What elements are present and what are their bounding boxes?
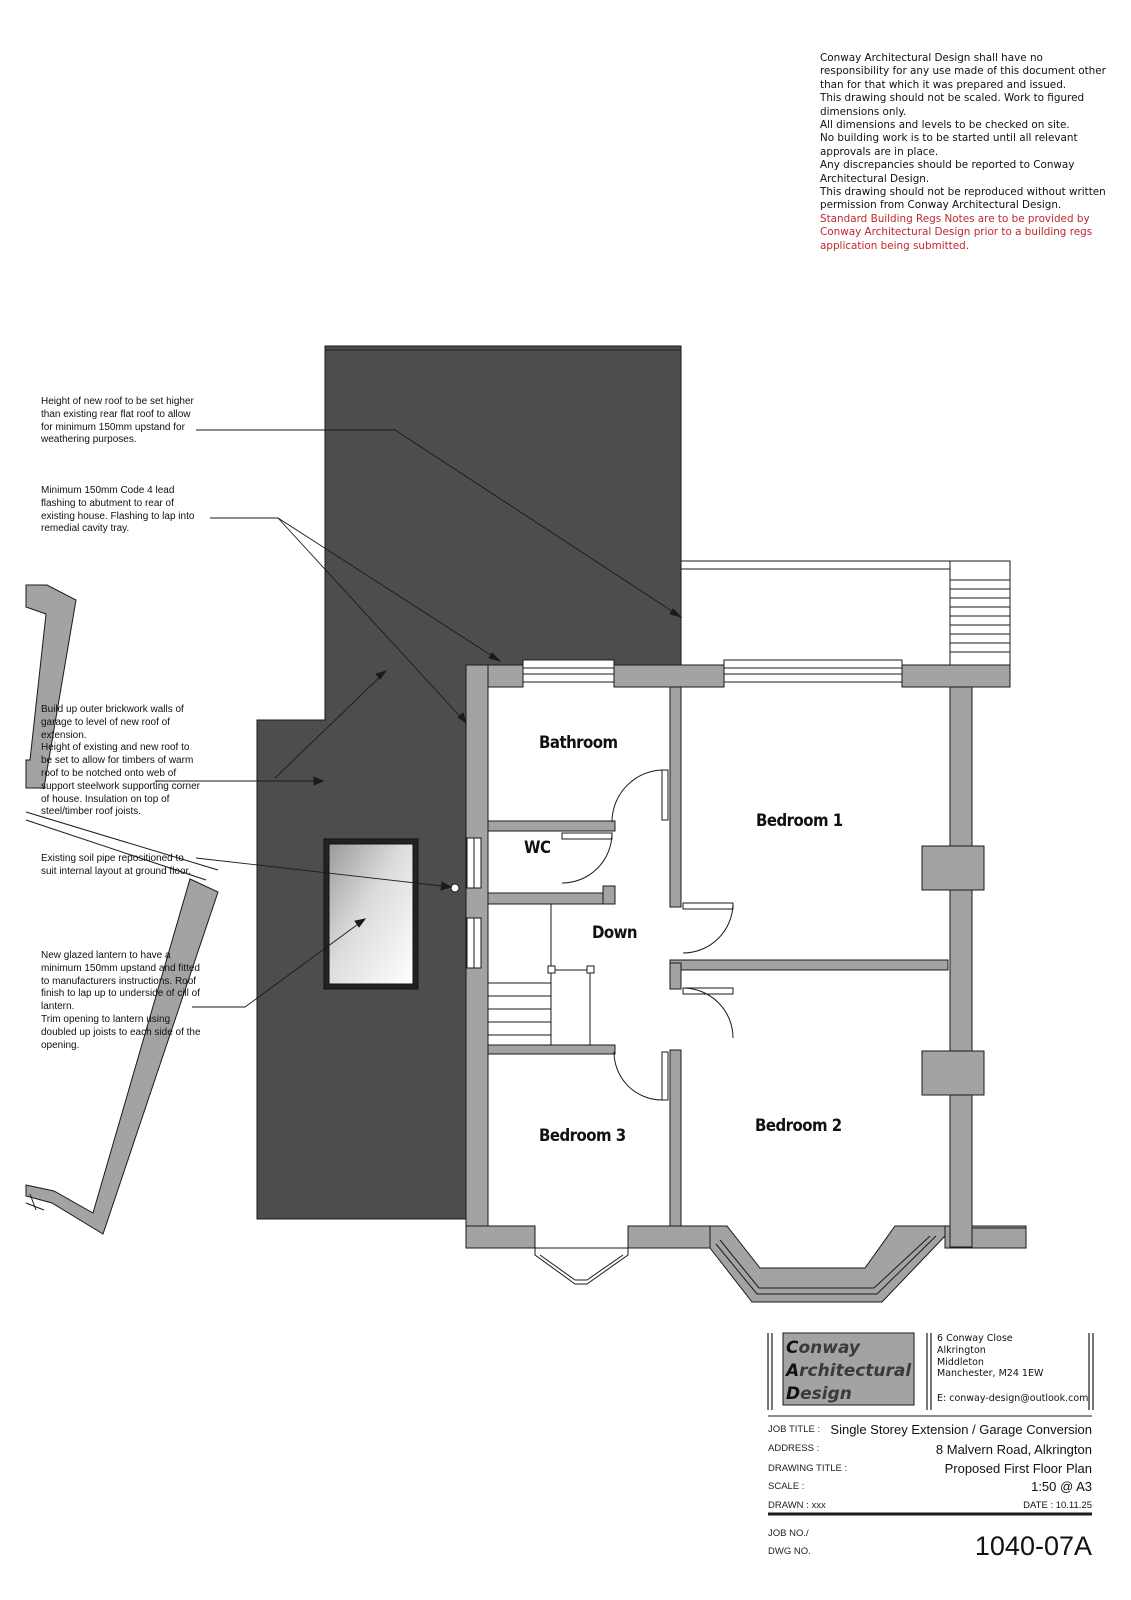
note-line: be set to allow for timbers of warm (41, 755, 194, 767)
note-line: Build up outer brickwork walls of (41, 704, 184, 715)
brickwork-note (41, 704, 200, 819)
address-line: 6 Conway Close (937, 1333, 1013, 1344)
drawing-date: DATE : 10.11.25 (1023, 1500, 1092, 1511)
note-line: Height of new roof to be set higher (41, 396, 194, 407)
scale-label: SCALE : (768, 1481, 805, 1492)
existing-rear-roof (681, 561, 1010, 665)
company-address (937, 1333, 1043, 1380)
room-label-wc: WC (524, 838, 551, 858)
note-line: for minimum 150mm upstand for (41, 421, 185, 433)
note-line: flashing to abutment to rear of (41, 497, 174, 509)
drawing-number: 1040-07A (974, 1531, 1092, 1561)
note-line: than existing rear flat roof to allow (41, 408, 191, 420)
stair-label-down: Down (592, 923, 638, 943)
note-line: lantern. (41, 1001, 75, 1013)
note-line: roof to be notched onto web of (41, 767, 177, 779)
disclaimer-line: No building work is to be started until all relevant (820, 132, 1078, 145)
disclaimer-line: Architectural Design. (820, 172, 930, 185)
disclaimer-line: This drawing should not be reproduced without written (820, 186, 1106, 199)
room-label-bedroom-1: Bedroom 1 (756, 811, 843, 831)
room-label-bathroom: Bathroom (539, 733, 618, 753)
job-title-label: JOB TITLE : (768, 1424, 821, 1435)
note-line: finish to lap up to underside of cill of (41, 988, 200, 1000)
disclaimer-line: permission from Conway Architectural Design. (820, 199, 1062, 212)
logo-word: rchitectural (799, 1361, 912, 1381)
roof-height-note (41, 396, 194, 447)
scale-value: 1:50 @ A3 (1031, 1479, 1092, 1494)
address-value: 8 Malvern Road, Alkrington (935, 1442, 1092, 1457)
note-line: opening. (41, 1039, 80, 1051)
drawing-title-label: DRAWING TITLE : (768, 1463, 848, 1474)
disclaimer-line: Any discrepancies should be reported to Conway (820, 159, 1075, 172)
logo-letter: C (786, 1338, 799, 1358)
drawn-by: DRAWN : xxx (768, 1500, 826, 1511)
note-line: garage to level of new roof of (41, 716, 170, 728)
disclaimer-line: Conway Architectural Design shall have no (820, 52, 1043, 64)
note-line: Height of existing and new roof to (41, 742, 190, 754)
note-line: weathering purposes. (41, 434, 137, 446)
note-line: minimum 150mm upstand and fitted (41, 962, 200, 974)
note-line: support steelwork supporting corner (41, 780, 200, 792)
note-line: existing house. Flashing to lap into (41, 510, 195, 522)
job-title-value: Single Storey Extension / Garage Conversion (830, 1422, 1092, 1437)
bay-window-bedroom2 (710, 1226, 945, 1302)
soil-pipe (451, 884, 459, 892)
note-line: Existing soil pipe repositioned to (41, 853, 184, 864)
address-label: ADDRESS : (768, 1443, 820, 1454)
soil-pipe-note (41, 853, 191, 879)
staircase (488, 904, 594, 1045)
lantern-note (41, 950, 201, 1052)
logo-letter: A (786, 1361, 800, 1381)
bay-window-bedroom3 (535, 1248, 628, 1284)
disclaimer-line: approvals are in place. (820, 145, 939, 158)
room-label-bedroom-3: Bedroom 3 (539, 1126, 626, 1146)
note-line: remedial cavity tray. (41, 523, 130, 535)
company-email: E: conway-design@outlook.com (937, 1393, 1089, 1404)
note-line: suit internal layout at ground floor. (41, 865, 192, 877)
neighbour-wall-lower (26, 879, 218, 1234)
drawing-title-value: Proposed First Floor Plan (944, 1461, 1092, 1476)
building-regs-note: Conway Architectural Design prior to a building regs (820, 226, 1093, 239)
note-line: Minimum 150mm Code 4 lead (41, 485, 175, 496)
company-logo (786, 1337, 911, 1406)
logo-word: esign (800, 1384, 852, 1404)
note-line: to manufacturers instructions. Roof (41, 975, 197, 987)
dwg-no-label: DWG NO. (768, 1546, 811, 1557)
job-no-label: JOB NO./ (768, 1528, 809, 1539)
room-label-bedroom-2: Bedroom 2 (755, 1116, 842, 1136)
note-line: doubled up joists to each side of the (41, 1026, 201, 1038)
address-line: Alkrington (937, 1344, 986, 1356)
disclaimer-line: responsibility for any use made of this document other (820, 65, 1106, 78)
disclaimer-line: This drawing should not be scaled. Work to figured (820, 92, 1085, 105)
address-line: Manchester, M24 1EW (937, 1368, 1044, 1380)
address-line: Middleton (937, 1356, 984, 1368)
disclaimer-line: All dimensions and levels to be checked on site. (820, 119, 1070, 132)
logo-word: onway (798, 1338, 861, 1358)
note-line: steel/timber roof joists. (41, 806, 142, 818)
note-line: Trim opening to lantern using (41, 1013, 171, 1025)
lead-flashing-note (41, 485, 194, 536)
disclaimer-line: dimensions only. (820, 105, 907, 118)
disclaimer-line: than for that which it was prepared and issued. (820, 78, 1067, 91)
note-line: New glazed lantern to have a (41, 950, 171, 961)
logo-letter: D (786, 1384, 801, 1404)
building-regs-note: application being submitted. (820, 239, 970, 252)
note-line: of house. Insulation on top of (41, 793, 170, 805)
building-regs-note: Standard Building Regs Notes are to be provided by (820, 212, 1090, 225)
note-line: extension. (41, 729, 87, 741)
